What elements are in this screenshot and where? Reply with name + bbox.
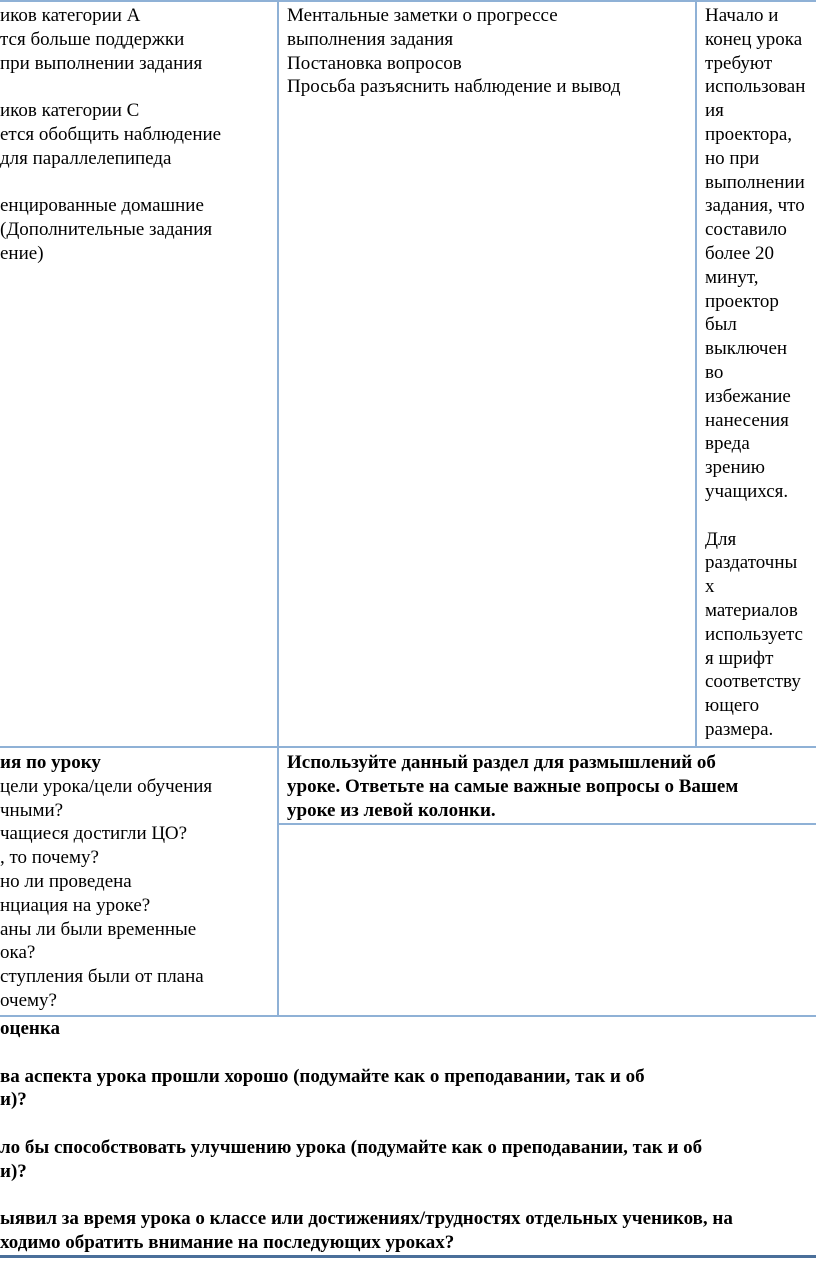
text-line: иков категории А [0, 5, 141, 26]
text-line: вреда [705, 433, 750, 455]
text-line: при выполнении задания [0, 52, 203, 74]
overall-assessment-section [0, 1017, 733, 1255]
table-bottom-border [0, 1255, 816, 1258]
text-line: конец урока [705, 28, 803, 50]
text-line: требуют [705, 52, 773, 74]
text-line: составило [705, 219, 787, 241]
text-line: минут, [705, 266, 759, 288]
text-line: ющего [705, 695, 760, 717]
instruction-line: уроке из левой колонки. [287, 799, 496, 821]
text-line: для параллелепипеда [0, 147, 172, 169]
question-line: и)? [0, 1089, 27, 1111]
question-what-learned [0, 1207, 733, 1255]
text-line: (Дополнительные задания [0, 219, 213, 241]
column-divider-2 [695, 0, 697, 748]
text-line [0, 171, 221, 195]
text-line: Ментальные заметки о прогрессе [287, 5, 558, 26]
text-line: был [705, 314, 737, 336]
text-line: более 20 [705, 242, 775, 264]
question-line: ло бы способствовать улучшению урока (подумайте как о преподавании, так и об [0, 1136, 703, 1158]
text-line: избежание [705, 385, 791, 407]
reflection-instructions [287, 751, 738, 822]
reflection-question-line: чными? [0, 799, 64, 821]
reflection-heading: ия по уроку [0, 752, 101, 773]
text-line: ется обобщить наблюдение [0, 123, 222, 145]
text-line: зрению [705, 457, 765, 479]
assessment-cell [287, 4, 621, 99]
reflection-question-line: аны ли были временные [0, 918, 197, 940]
health-safety-cell [705, 4, 805, 742]
question-line: ходимо обратить внимание на последующих уроках? [0, 1232, 455, 1254]
table-top-border [0, 0, 816, 2]
text-line: используетс [705, 623, 803, 645]
text-line: использован [705, 76, 806, 98]
reflection-question-line: но ли проведена [0, 870, 132, 892]
text-line: во [705, 361, 724, 383]
text-line: выполнении [705, 171, 805, 193]
reflection-question-line: ока? [0, 942, 36, 964]
reflection-question-line: очему? [0, 989, 57, 1011]
question-what-went-well [0, 1065, 733, 1113]
reflection-inner-divider [278, 823, 816, 825]
text-line: учащихся. [705, 480, 789, 502]
text-line: тся больше поддержки [0, 28, 185, 50]
text-line: иков категории С [0, 100, 140, 122]
text-line: выполнения задания [287, 28, 454, 50]
text-line [705, 504, 805, 528]
text-line: проектора, [705, 123, 793, 145]
question-line: и)? [0, 1160, 27, 1182]
reflection-question-line: нциация на уроке? [0, 894, 151, 916]
differentiation-cell [0, 4, 221, 266]
text-line: Постановка вопросов [287, 52, 462, 74]
text-line: раздаточны [705, 552, 798, 574]
reflection-left-cell [0, 751, 212, 1013]
text-line: размера. [705, 718, 774, 740]
text-line: ия [705, 100, 724, 122]
text-line: но при [705, 147, 760, 169]
instruction-line: уроке. Ответьте на самые важные вопросы о Вашем [287, 775, 739, 797]
text-line: Для [705, 528, 737, 550]
text-line: выключен [705, 338, 788, 360]
row-divider-1 [0, 746, 816, 748]
text-line: я шрифт [705, 647, 774, 669]
text-line: х [705, 576, 715, 598]
text-line [0, 75, 221, 99]
reflection-question-line: цели урока/цели обучения [0, 775, 213, 797]
text-line: Начало и [705, 5, 779, 26]
text-line: задания, что [705, 195, 805, 217]
text-line: Просьба разъяснить наблюдение и вывод [287, 76, 621, 98]
question-line: ва аспекта урока прошли хорошо (подумайте как о преподавании, так и об [0, 1065, 645, 1087]
overall-assessment-heading: оценка [0, 1018, 60, 1039]
column-divider-1 [277, 0, 279, 1016]
reflection-question-line: ступления были от плана [0, 966, 204, 988]
instruction-line: Используйте данный раздел для размышлений об [287, 752, 716, 773]
text-line: соответству [705, 671, 801, 693]
question-line: ыявил за время урока о классе или достижениях/трудностях отдельных учеников, на [0, 1208, 733, 1230]
question-what-could-improve [0, 1136, 733, 1184]
text-line: проектор [705, 290, 779, 312]
text-line: ение) [0, 242, 44, 264]
text-line: нанесения [705, 409, 789, 431]
reflection-question-line: , то почему? [0, 847, 99, 869]
reflection-question-line: чащиеся достигли ЦО? [0, 823, 188, 845]
text-line: материалов [705, 599, 798, 621]
text-line: енцированные домашние [0, 195, 204, 217]
